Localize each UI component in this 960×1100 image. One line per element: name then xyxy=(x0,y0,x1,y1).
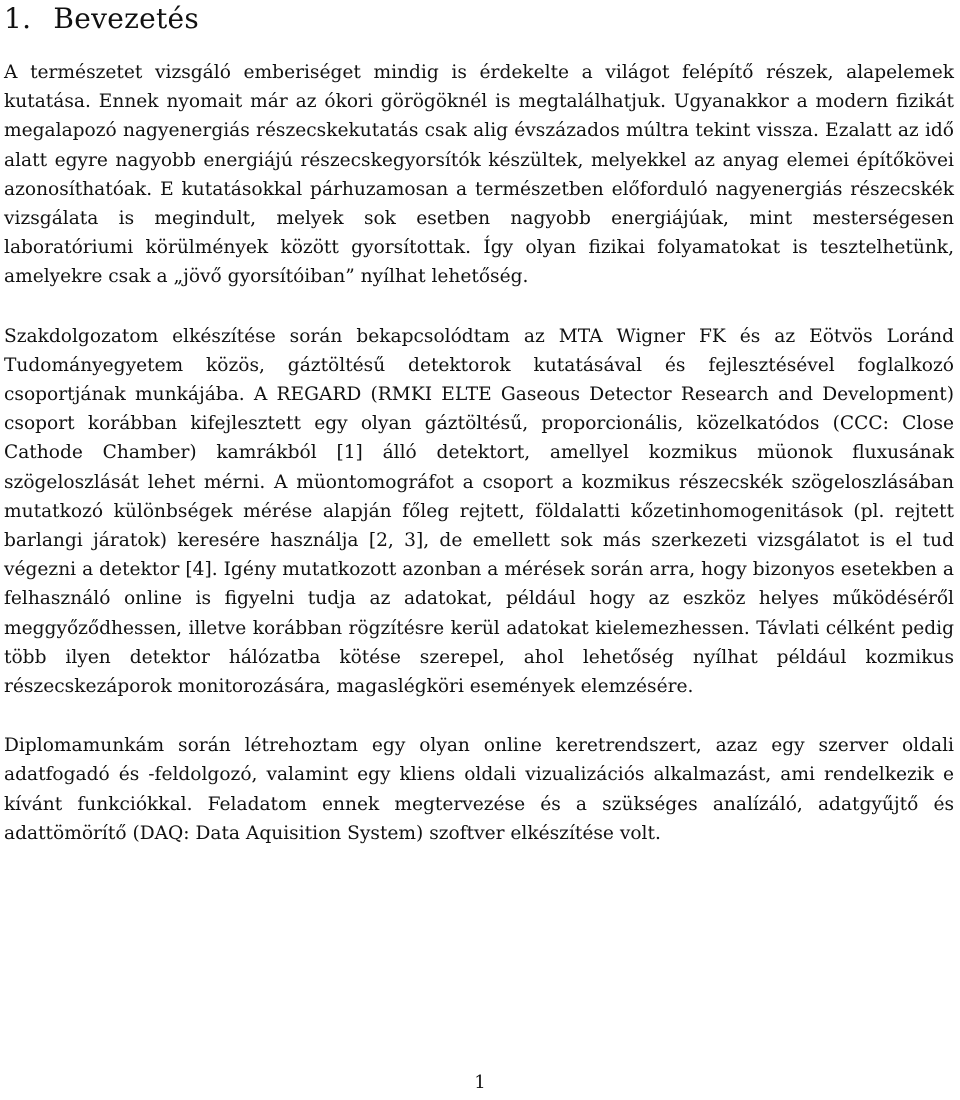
section-heading xyxy=(4,0,954,42)
paragraph-introduction: A természetet vizsgáló emberiséget mindig is érdekelte a világot felépítő részek, alapelemek kutatása. Ennek nyomait már az ókori görögöknél is megtalálhatjuk. Ugyanakkor a modern fizikát megalapozó nagyenergiás részecskekutatás csak alig évszázados múltra tekint vissza. Ezalatt az idő alatt egyre nagyobb energiájú részecskegyorsítók készültek, melyekkel az anyag elemei építőkövei azonosíthatóak. E kutatásokkal párhuzamosan a természetben előforduló nagyenergiás részecskék vizsgálata is megindult, melyek sok esetben nagyobb energiájúak, mint mesterségesen laboratóriumi körülmények között gyorsítottak. Így olyan fizikai folyamatokat is tesztelhetünk, amelyekre csak a „jövő gyorsítóiban” nyílhat lehetőség. xyxy=(4,62,954,288)
paragraph-diploma-work: Diplomamunkám során létrehoztam egy olyan online keretrendszert, azaz egy szerver oldali adatfogadó és -feldolgozó, valamint egy kliens oldali vizualizációs alkalmazást, ami rendelkezik e kívánt funkciókkal. Feladatom ennek megtervezése és a szükséges analízáló, adatgyűjtő és adattömörítő (DAQ: Data Aquisition System) szoftver elkészítése volt. xyxy=(4,735,954,844)
section-number: 1. xyxy=(4,2,32,35)
paragraph-thesis-context: Szakdolgozatom elkészítése során bekapcsolódtam az MTA Wigner FK és az Eötvös Loránd Tudományegyetem közös, gáztöltésű detektorok kutatásával és fejlesztésével foglalkozó csoportjának munkájába. A REGARD (RMKI ELTE Gaseous Detector Research and Development) csoport korábban kifejlesztett egy olyan gáztöltésű, proporcionális, közelkatódos (CCC: Close Cathode Chamber) kamrákból [1] álló detektort, amellyel kozmikus müonok fluxusának szögeloszlását lehet mérni. A müontomográfot a csoport a kozmikus részecskék szögeloszlásában mutatkozó különbségek mérése alapján főleg rejtett, földalatti kőzetinhomogenitások (pl. rejtett barlangi járatok) keresére használja [2, 3], de emellett sok más szerkezeti vizsgálatot is el tud végezni a detektor [4]. Igény mutatkozott azonban a mérések során arra, hogy bizonyos esetekben a felhasználó online is figyelni tudja az adatokat, például hogy az eszköz helyes működéséről meggyőződhessen, illetve korábban rögzítésre kerül adatokat kielemezhessen. Távlati célként pedig több ilyen detektor hálózatba kötése szerepel, ahol lehetőség nyílhat például kozmikus részecskezáporok monitorozására, magaslégköri események elemzésére. xyxy=(4,325,954,698)
page-number: 1 xyxy=(474,1072,486,1093)
document-page xyxy=(4,0,954,848)
section-title: Bevezetés xyxy=(53,2,200,35)
